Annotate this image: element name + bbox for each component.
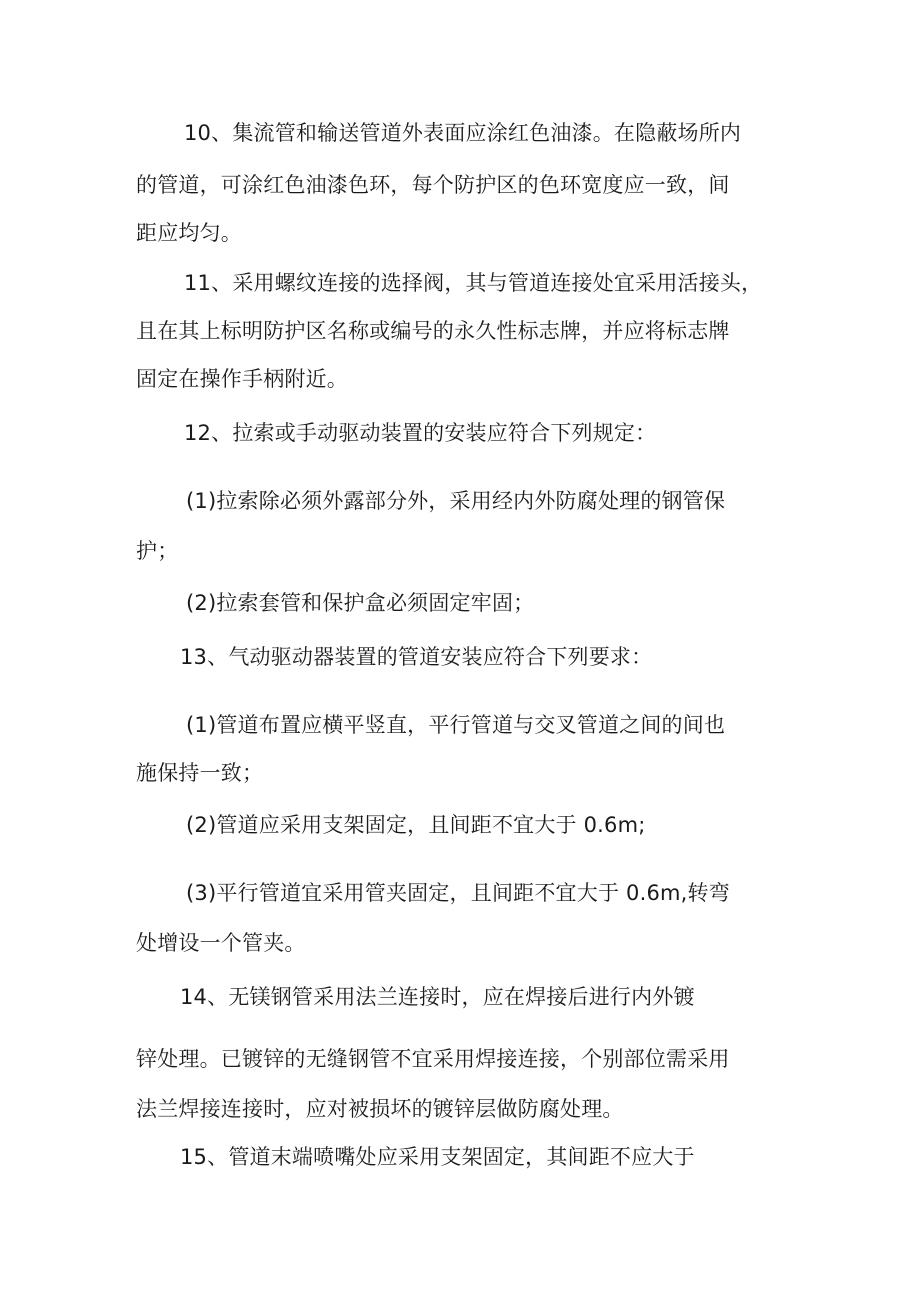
text-line: (1)管道布置应横平竖直，平行管道与交叉管道之间的间也 [186, 713, 726, 737]
text-line: 的管道，可涂红色油漆色环，每个防护区的色环宽度应一致，间 [136, 173, 730, 197]
text-line: 距应均匀。 [136, 221, 242, 245]
text-line: 11、采用螺纹连接的选择阀，其与管道连接处宜采用活接头， [184, 271, 763, 295]
text-line: 锌处理。已镀锌的无缝钢管不宜采用焊接连接，个别部位需采用 [136, 1047, 730, 1071]
text-line: (3)平行管道宜采用管夹固定，且间距不宜大于 0.6m,转弯 [186, 881, 730, 905]
text-line: 且在其上标明防护区名称或编号的永久性标志牌，并应将标志牌 [136, 319, 730, 343]
text-line: 12、拉索或手动驱动装置的安装应符合下列规定： [184, 421, 657, 445]
text-line: 15、管道末端喷嘴处应采用支架固定，其间距不应大于 [180, 1145, 695, 1169]
text-line: (2)拉索套管和保护盒必须固定牢固； [186, 591, 535, 615]
text-line: 法兰焊接连接时，应对被损坏的镀锌层做防腐处理。 [136, 1097, 624, 1121]
text-line: 固定在操作手柄附近。 [136, 367, 348, 391]
text-line: 14、无镁钢管采用法兰连接时，应在焊接后进行内外镀 [180, 985, 695, 1009]
text-line: 10、集流管和输送管道外表面应涂红色油漆。在隐蔽场所内 [184, 121, 742, 145]
text-line: 护； [136, 539, 179, 563]
text-line: (1)拉索除必须外露部分外，采用经内外防腐处理的钢管保 [186, 489, 726, 513]
text-line: 处增设一个管夹。 [136, 931, 306, 955]
text-line: 施保持一致； [136, 761, 264, 785]
text-line: (2)管道应采用支架固定，且间距不宜大于 0.6m; [186, 813, 646, 837]
text-line: 13、气动驱动器装置的管道安装应符合下列要求： [180, 645, 653, 669]
